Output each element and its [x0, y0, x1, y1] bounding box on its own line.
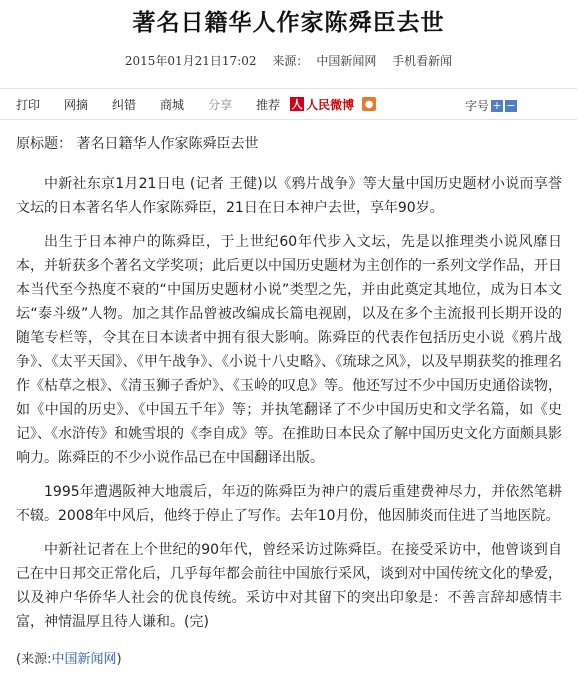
original-title: 原标题： 著名日籍华人作家陈舜臣去世	[16, 136, 259, 152]
font-size-decrease-button[interactable]: −	[506, 98, 516, 112]
source-link[interactable]: 中国新闻网	[316, 54, 377, 68]
paragraph-1: 中新社东京1月21日电 (记者 王健)以《鸦片战争》等大量中国历史题材小说而享誉文坛的日本著名华人作家陈舜臣，21日在日本神户去世，享年90岁。	[16, 176, 562, 216]
weibo-share-button[interactable]	[290, 96, 354, 113]
paragraph-3: 1995年遭遇阪神大地震后，年迈的陈舜臣为神户的震后重建费神尽力，并依然笔耕不辍。2008年中风后，他终于停止了写作。去年10月份，他因肺炎而住进了当地医院。	[16, 484, 562, 524]
font-size-control	[465, 97, 517, 114]
paragraph-4: 中新社记者在上个世纪的90年代，曾经采访过陈舜臣。在接受采访中，他曾谈到自己在中日邦交正常化后，几乎每年都会前往中国旅行采风，谈到对中国传统文化的挚爱，以及神户华侨华人社会的优良传统。采访中对其留下的突出印象是：不善言辞却感情丰富，神情温厚且待人谦和。(完)	[16, 542, 562, 630]
publish-datetime: 2015年01月21日17:02	[124, 54, 257, 68]
article-meta	[0, 52, 577, 69]
font-size-label: 字号	[464, 99, 489, 113]
paragraph-2: 出生于日本神户的陈舜臣，于上世纪60年代步入文坛，先是以推理类小说风靡日本，并斩获多个著名文学奖项；此后更以中国历史题材为主创作的一系列文学作品，开日本当代至今热度不衰的“中国历史题材小说”类型之先，并由此奠定其地位，成为日本文坛“泰斗级”人物。加之其作品曾被改编成长篇电视剧，以及在多个主流报刊长期开设的随笔专栏等，令其在日本读者中拥有很大影响。陈舜臣的代表作包括历史小说《鸦片战争》、《太平天国》、《甲午战争》、《小说十八史略》、《琉球之风》，以及早期获奖的推理名作《枯草之根》、《清玉狮子香炉》、《玉岭的叹息》等。他还写过不少中国历史通俗读物，如《中国的历史》、《中国五千年》等；并执笔翻译了不少中国历史和文学名篇，如《史记》、《水浒传》和姚雪垠的《李自成》等。在推助日本民众了解中国历史文化方面颇具影响力。陈舜臣的不少小说作品已在中国翻译出版。	[16, 234, 562, 466]
mall-link[interactable]: 商城	[160, 97, 185, 112]
renren-icon[interactable]: ●	[362, 97, 376, 111]
source-footer-link[interactable]: 中国新闻网	[51, 652, 117, 667]
print-button[interactable]: 打印	[16, 97, 41, 112]
article-toolbar	[0, 88, 577, 120]
article-body	[16, 132, 562, 672]
excerpt-button[interactable]: 网摘	[64, 97, 89, 112]
font-size-increase-button[interactable]: +	[492, 98, 502, 112]
weibo-icon: 人	[291, 98, 303, 111]
article-source: (来源:中国新闻网)	[16, 652, 122, 667]
correct-button[interactable]: 纠错	[112, 97, 137, 112]
page-title: 著名日籍华人作家陈舜臣去世	[132, 10, 445, 36]
source-label: 来源： 中国新闻网	[272, 54, 377, 68]
weibo-label: 人民微博	[306, 97, 355, 112]
share-label: 分享	[208, 97, 233, 112]
recommend-button[interactable]: 推荐	[256, 97, 281, 112]
mobile-news-link[interactable]: 手机看新闻	[392, 54, 453, 68]
